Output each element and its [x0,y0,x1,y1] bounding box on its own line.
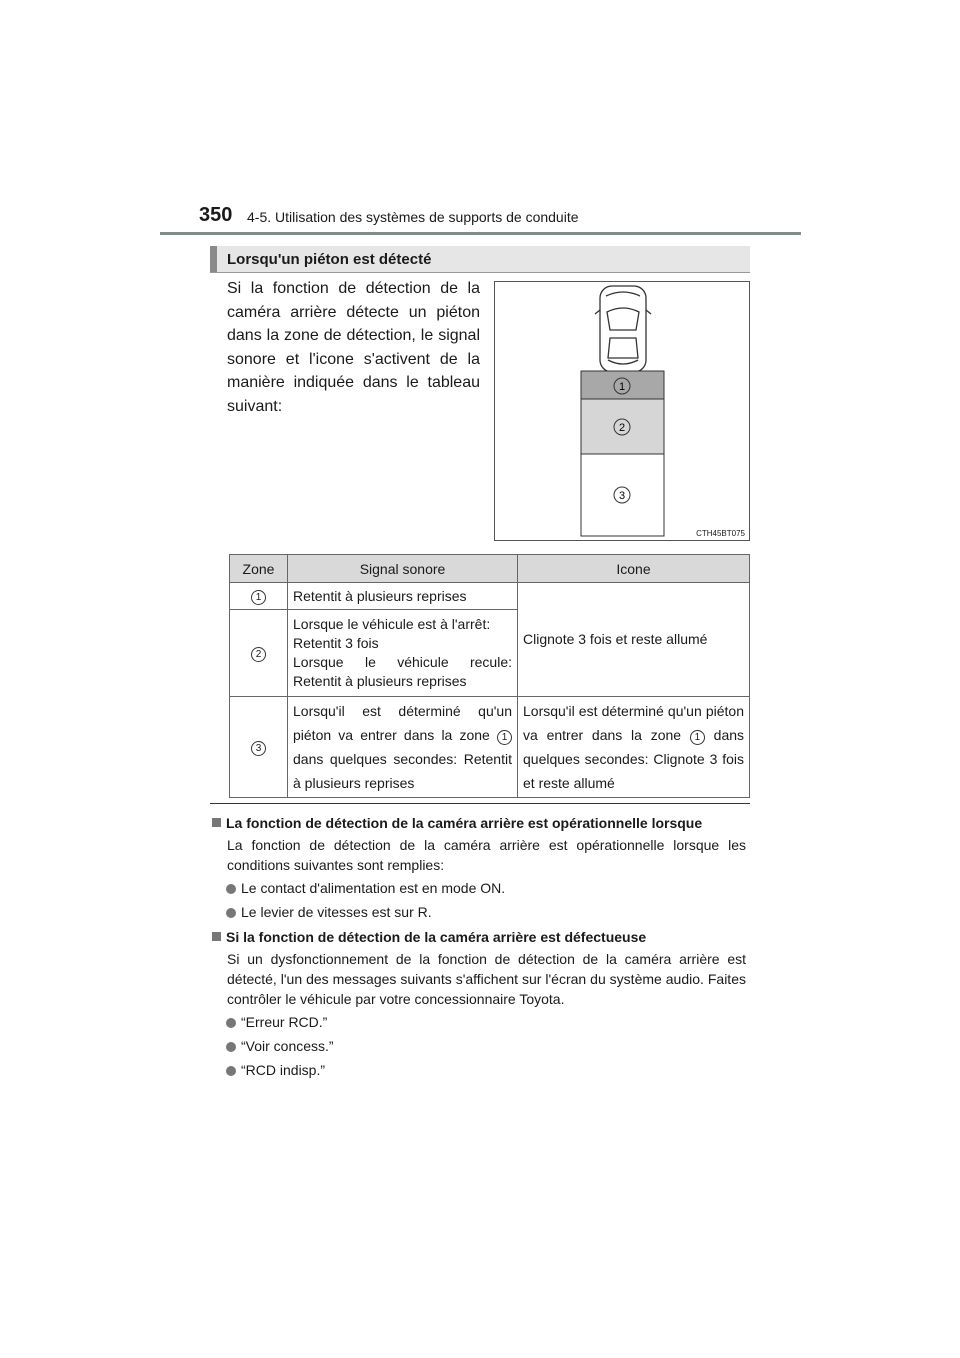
table-header-row [230,555,750,583]
list-item [226,1014,766,1030]
section-heading [210,246,750,272]
sound-line: Retentit 3 fois [293,635,379,651]
zone-number: 2 [251,647,266,662]
list-item-text: “RCD indisp.” [241,1062,326,1078]
sound-text-a: Lorsqu'il est déterminé qu'un piéton va entrer dans la zone [293,703,512,743]
bullet-icon [226,1066,236,1076]
list-item-text: “Erreur RCD.” [241,1014,328,1030]
operational-text: La fonction de détection de la caméra arrière est opérationnelle lorsque les conditions suivantes sont remplies: [227,837,746,873]
sound-cell [288,610,518,697]
table-row [230,697,750,798]
square-bullet-icon [212,932,221,941]
list-item [226,904,766,920]
zone-ref: 1 [497,730,512,745]
icon-cell: Clignote 3 fois et reste allumé [518,583,750,697]
malfunction-text: Si un dysfonctionnement de la fonction de détection de la caméra arrière est détecté, l'un des messages suivants s'affichent sur l'écran du système audio. Faites contrôler le véhicule par votre concessionnaire Toyota. [227,951,746,1007]
zone-number: 1 [251,590,266,605]
zone-table [229,554,750,798]
malfunction-heading [212,929,752,945]
square-bullet-icon [212,818,221,827]
list-item-text: Le levier de vitesses est sur R. [241,904,432,920]
car-icon [595,286,651,372]
header-title: 4-5. Utilisation des systèmes de supports de conduite [247,209,579,225]
zone-1-label: 1 [618,381,626,393]
sound-cell [288,697,518,798]
sound-line: Lorsque le véhicule recule: [293,654,512,670]
header-sound: Signal sonore [288,555,518,583]
header-rule [160,232,801,235]
header-icon: Icone [518,555,750,583]
sound-text-b: dans quelques secondes: Retentit à plusieurs reprises [293,751,512,791]
bullet-icon [226,1018,236,1028]
sound-line: Lorsque le véhicule est à l'arrêt: [293,616,491,632]
bullet-icon [226,1042,236,1052]
bullet-icon [226,884,236,894]
operational-heading [212,815,752,831]
list-item-text: Le contact d'alimentation est en mode ON. [241,880,506,896]
header-zone: Zone [230,555,288,583]
malfunction-heading-text: Si la fonction de détection de la caméra arrière est défectueuse [226,929,647,945]
list-item [226,880,766,896]
zone-cell [230,697,288,798]
zone-2-label: 2 [618,422,626,434]
page-number: 350 [199,204,233,226]
detection-zone-illustration [495,282,749,540]
figure-code: CTH45BT075 [696,529,745,538]
sound-line: Retentit à plusieurs reprises [293,673,467,689]
icon-text-a: Lorsqu'il est déterminé qu'un piéton va entrer dans la zone [523,703,744,743]
detection-zone-figure [494,281,750,541]
zone-cell [230,610,288,697]
table-row [230,583,750,610]
intro-paragraph: Si la fonction de détection de la caméra arrière détecte un piéton dans la zone de détection, le signal sonore et l'icone s'activent de la manière indiquée dans le tableau suivant: [227,280,480,415]
list-item-text: “Voir concess.” [241,1038,334,1054]
section-heading-text: Lorsqu'un piéton est détecté [227,251,432,268]
zone-number: 3 [251,741,266,756]
zone-3-label: 3 [618,490,626,502]
sound-cell: Retentit à plusieurs reprises [288,583,518,610]
list-item [226,1038,766,1054]
list-item [226,1062,766,1078]
icon-cell [518,697,750,798]
zone-ref: 1 [690,730,705,745]
operational-heading-text: La fonction de détection de la caméra arrière est opérationnelle lorsque [226,815,703,831]
bullet-icon [226,908,236,918]
zone-cell [230,583,288,610]
section-end-rule [210,803,750,804]
heading-underline [210,272,750,273]
icon-text-b: dans quelques secondes: Clignote 3 fois et reste allumé [523,727,745,791]
